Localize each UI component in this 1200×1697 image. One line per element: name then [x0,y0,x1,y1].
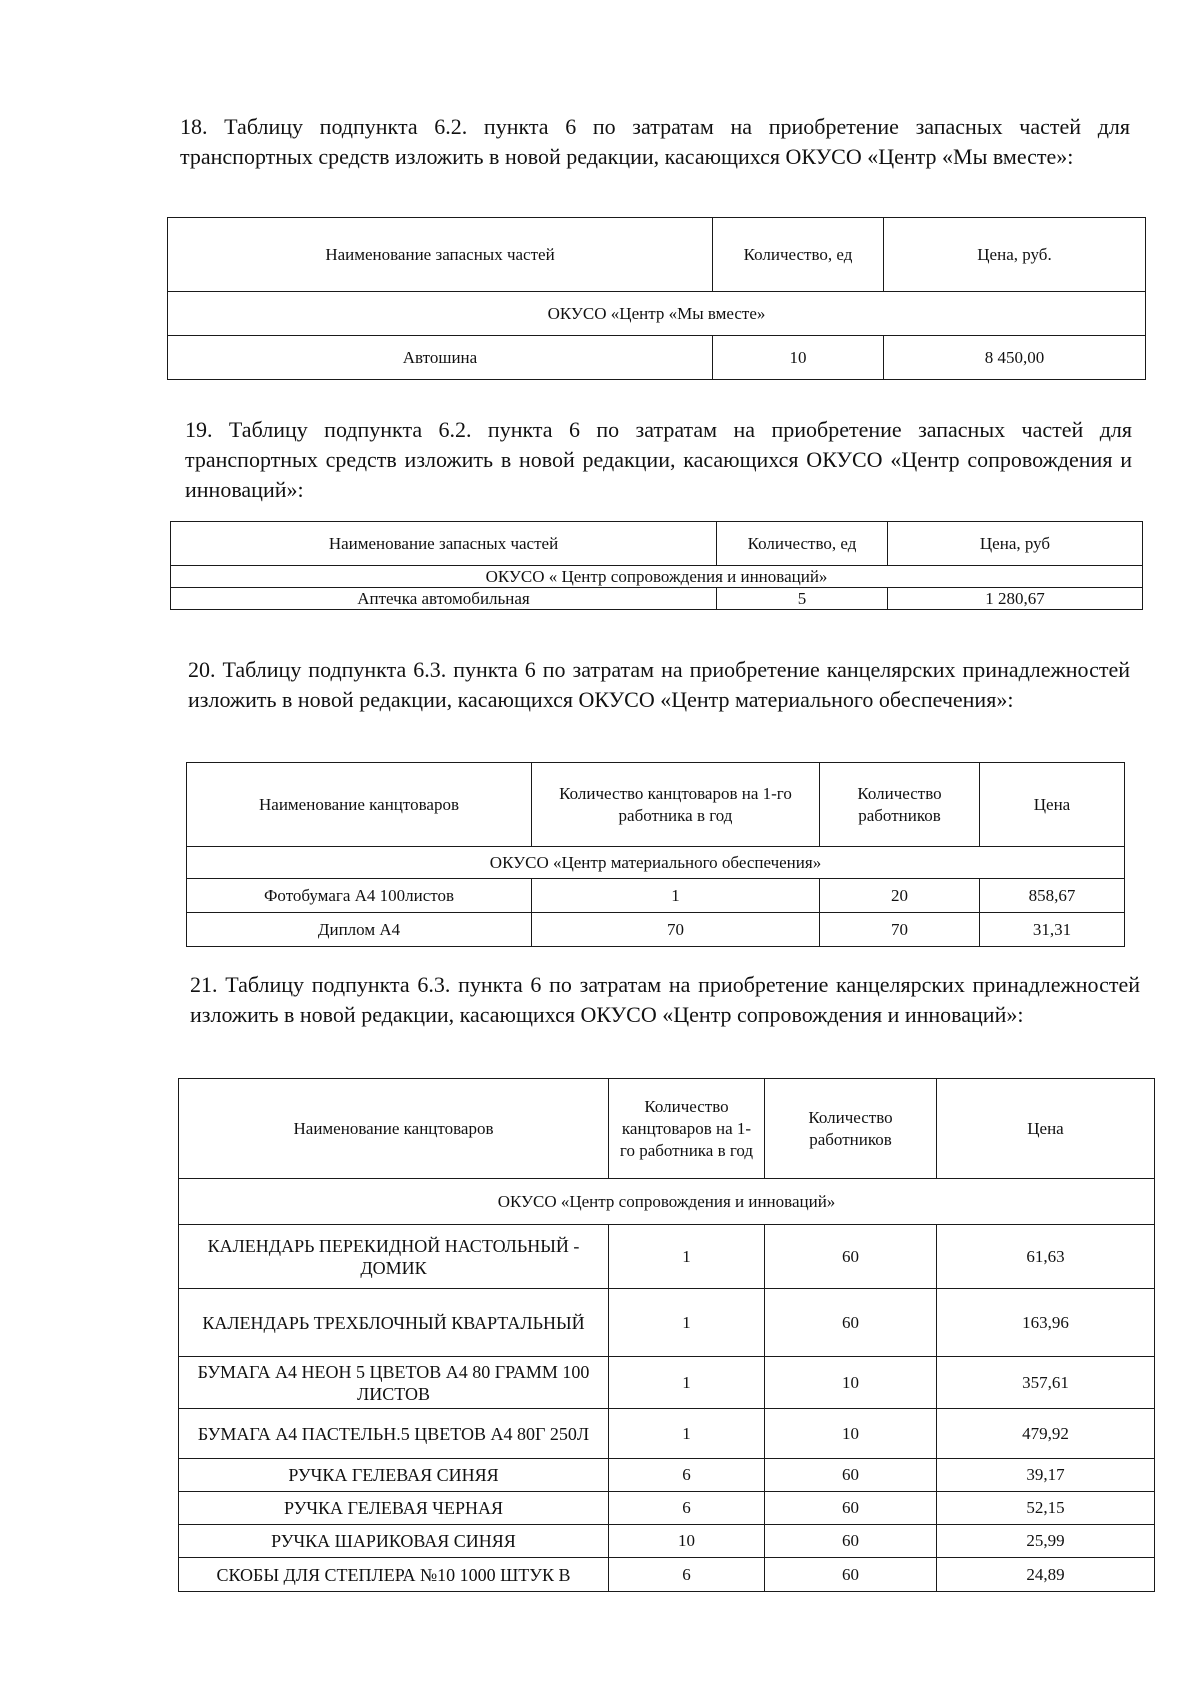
table-row [179,1558,1155,1592]
header-name: Наименование канцтоваров [179,1079,609,1179]
cell-name: РУЧКА ГЕЛЕВАЯ ЧЕРНАЯ [179,1492,609,1525]
table-20 [186,762,1125,947]
cell-price: 25,99 [937,1525,1155,1558]
cell-name: СКОБЫ ДЛЯ СТЕПЛЕРА №10 1000 ШТУК В [179,1558,609,1592]
cell-per-worker: 1 [609,1289,765,1357]
header-workers: Количество работников [765,1079,937,1179]
header-name: Наименование канцтоваров [187,763,532,847]
cell-per-worker: 1 [609,1225,765,1289]
cell-name: Диплом А4 [187,913,532,947]
header-per-worker: Количество канцтоваров на 1-го работника в год [532,763,820,847]
cell-name: КАЛЕНДАРЬ ТРЕХБЛОЧНЫЙ КВАРТАЛЬНЫЙ [179,1289,609,1357]
header-qty: Количество, ед [717,522,888,566]
cell-workers: 10 [765,1409,937,1459]
cell-workers: 60 [765,1459,937,1492]
cell-name: РУЧКА ГЕЛЕВАЯ СИНЯЯ [179,1459,609,1492]
cell-workers: 60 [765,1492,937,1525]
paragraph-21-text: 21. Таблицу подпункта 6.3. пункта 6 по затратам на приобретение канцелярских принадлежностей изложить в новой редакции, касающихся ОКУСО «Центр сопровождения и инноваций»: [190,972,1140,1027]
cell-per-worker: 6 [609,1558,765,1592]
cell-price: 24,89 [937,1558,1155,1592]
table-row [179,1409,1155,1459]
cell-name: БУМАГА А4 ПАСТЕЛЬН.5 ЦВЕТОВ А4 80Г 250Л [179,1409,609,1459]
table-row [179,1357,1155,1409]
cell-name: Автошина [168,336,713,380]
cell-workers: 60 [765,1525,937,1558]
cell-price: 163,96 [937,1289,1155,1357]
cell-workers: 10 [765,1357,937,1409]
cell-per-worker: 1 [609,1409,765,1459]
cell-price: 8 450,00 [884,336,1146,380]
header-price: Цена [980,763,1125,847]
group-row: ОКУСО «Центр сопровождения и инноваций» [179,1179,1155,1225]
cell-workers: 60 [765,1225,937,1289]
cell-price: 61,63 [937,1225,1155,1289]
table-row [179,1492,1155,1525]
cell-workers: 20 [820,879,980,913]
cell-name: Аптечка автомобильная [171,588,717,610]
cell-price: 858,67 [980,879,1125,913]
cell-price: 1 280,67 [888,588,1143,610]
header-price: Цена, руб [888,522,1143,566]
header-workers: Количество работников [820,763,980,847]
cell-workers: 60 [765,1289,937,1357]
group-row: ОКУСО «Центр материального обеспечения» [187,847,1125,879]
table-row [171,588,1143,610]
table-row [168,336,1146,380]
cell-name: БУМАГА А4 НЕОН 5 ЦВЕТОВ А4 80 ГРАММ 100 ЛИСТОВ [179,1357,609,1409]
table-row [179,1459,1155,1492]
cell-per-worker: 1 [532,879,820,913]
table-18 [167,217,1146,380]
paragraph-19 [185,415,1132,505]
cell-price: 31,31 [980,913,1125,947]
cell-qty: 5 [717,588,888,610]
table-row [179,1289,1155,1357]
paragraph-19-text: 19. Таблицу подпункта 6.2. пункта 6 по затратам на приобретение запасных частей для транспортных средств изложить в новой редакции, касающихся ОКУСО «Центр сопровождения и инноваций»: [185,417,1132,502]
paragraph-18-text: 18. Таблицу подпункта 6.2. пункта 6 по затратам на приобретение запасных частей для транспортных средств изложить в новой редакции, касающихся ОКУСО «Центр «Мы вместе»: [180,114,1130,169]
paragraph-18 [180,112,1130,172]
table-row [187,913,1125,947]
table-row [179,1225,1155,1289]
cell-name: КАЛЕНДАРЬ ПЕРЕКИДНОЙ НАСТОЛЬНЫЙ - ДОМИК [179,1225,609,1289]
cell-price: 52,15 [937,1492,1155,1525]
paragraph-20 [188,655,1130,715]
cell-per-worker: 1 [609,1357,765,1409]
group-row: ОКУСО «Центр «Мы вместе» [168,292,1146,336]
table-row [187,879,1125,913]
cell-per-worker: 10 [609,1525,765,1558]
cell-price: 39,17 [937,1459,1155,1492]
table-21 [178,1078,1155,1592]
paragraph-21 [190,970,1140,1030]
cell-per-worker: 70 [532,913,820,947]
cell-name: РУЧКА ШАРИКОВАЯ СИНЯЯ [179,1525,609,1558]
cell-workers: 70 [820,913,980,947]
header-price: Цена, руб. [884,218,1146,292]
table-row [179,1525,1155,1558]
header-price: Цена [937,1079,1155,1179]
cell-workers: 60 [765,1558,937,1592]
table-19 [170,521,1143,610]
header-name: Наименование запасных частей [168,218,713,292]
cell-name: Фотобумага А4 100листов [187,879,532,913]
cell-price: 479,92 [937,1409,1155,1459]
header-name: Наименование запасных частей [171,522,717,566]
group-row: ОКУСО « Центр сопровождения и инноваций» [171,566,1143,588]
header-per-worker: Количество канцтоваров на 1-го работника в год [609,1079,765,1179]
cell-qty: 10 [713,336,884,380]
header-qty: Количество, ед [713,218,884,292]
paragraph-20-text: 20. Таблицу подпункта 6.3. пункта 6 по затратам на приобретение канцелярских принадлежностей изложить в новой редакции, касающихся ОКУСО «Центр материального обеспечения»: [188,657,1130,712]
cell-price: 357,61 [937,1357,1155,1409]
cell-per-worker: 6 [609,1459,765,1492]
cell-per-worker: 6 [609,1492,765,1525]
